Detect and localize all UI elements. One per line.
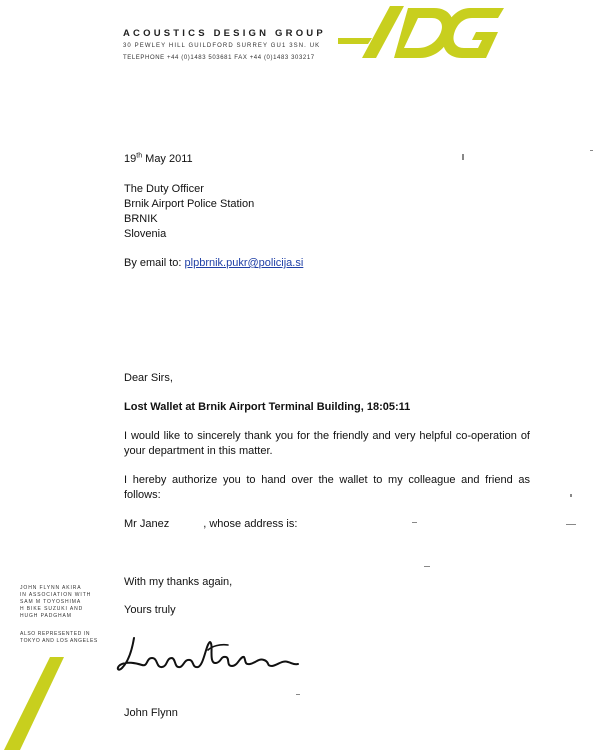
associates-line: HUGH PADGHAM <box>20 613 72 619</box>
scan-speck <box>590 150 593 151</box>
represented-note <box>20 631 98 645</box>
associates-line: JOHN FLYNN AKIRA <box>20 585 82 591</box>
closing-thanks: With my thanks again, <box>124 576 233 588</box>
recipient-line: Brnik Airport Police Station <box>124 198 255 210</box>
handwritten-signature <box>112 632 312 684</box>
email-link[interactable]: plpbrnik.pukr@policija.si <box>184 257 304 269</box>
scan-speck <box>412 522 417 523</box>
body-paragraph-authorization: I hereby authorize you to hand over the wallet to my colleague and friend as follows: <box>124 474 530 501</box>
company-name: ACOUSTICS DESIGN GROUP <box>123 28 326 39</box>
letter-subject: Lost Wallet at Brnik Airport Terminal Building, 18:05:11 <box>124 401 411 413</box>
associates-line: SAM M TOYOSHIMA <box>20 599 82 605</box>
company-address: 30 PEWLEY HILL GUILDFORD SURREY GU1 3SN. UK <box>123 43 321 49</box>
date-day: 19 <box>124 153 137 165</box>
closing-yours-truly: Yours truly <box>124 604 176 616</box>
email-line <box>124 256 303 271</box>
body-paragraph-thanks: I would like to sincerely thank you for the friendly and very helpful co-operation of your department in this matter. <box>124 430 530 457</box>
associates-note <box>20 585 91 620</box>
date-suffix: th <box>136 152 143 160</box>
scan-speck <box>566 524 576 525</box>
email-prefix: By email to: <box>124 257 185 269</box>
company-phone: TELEPHONE +44 (0)1483 503681 FAX +44 (0)1483 303217 <box>123 55 315 61</box>
scan-speck <box>462 154 464 160</box>
recipient-address <box>124 182 254 242</box>
scan-speck <box>570 494 572 497</box>
associates-line: H BIKE SUZUKI AND <box>20 606 84 612</box>
date-month-year: May 2011 <box>142 153 193 165</box>
recipient-line: The Duty Officer <box>124 183 204 195</box>
represented-line: TOKYO AND LOS ANGELES <box>20 638 98 644</box>
salutation: Dear Sirs, <box>124 372 173 384</box>
colleague-name: Mr Janez <box>124 518 170 530</box>
signatory-name: John Flynn <box>124 707 178 719</box>
recipient-line: Slovenia <box>124 228 167 240</box>
logo-slash-decoration <box>0 655 70 750</box>
recipient-line: BRNIK <box>124 213 158 225</box>
recipient-name-line <box>124 517 297 532</box>
scan-speck <box>424 566 430 567</box>
letter-date <box>124 152 193 167</box>
adg-logo <box>338 2 508 64</box>
address-intro: , whose address is: <box>203 518 298 530</box>
scan-speck <box>296 694 300 695</box>
associates-line: IN ASSOCIATION WITH <box>20 592 92 598</box>
represented-line: ALSO REPRESENTED IN <box>20 631 91 637</box>
